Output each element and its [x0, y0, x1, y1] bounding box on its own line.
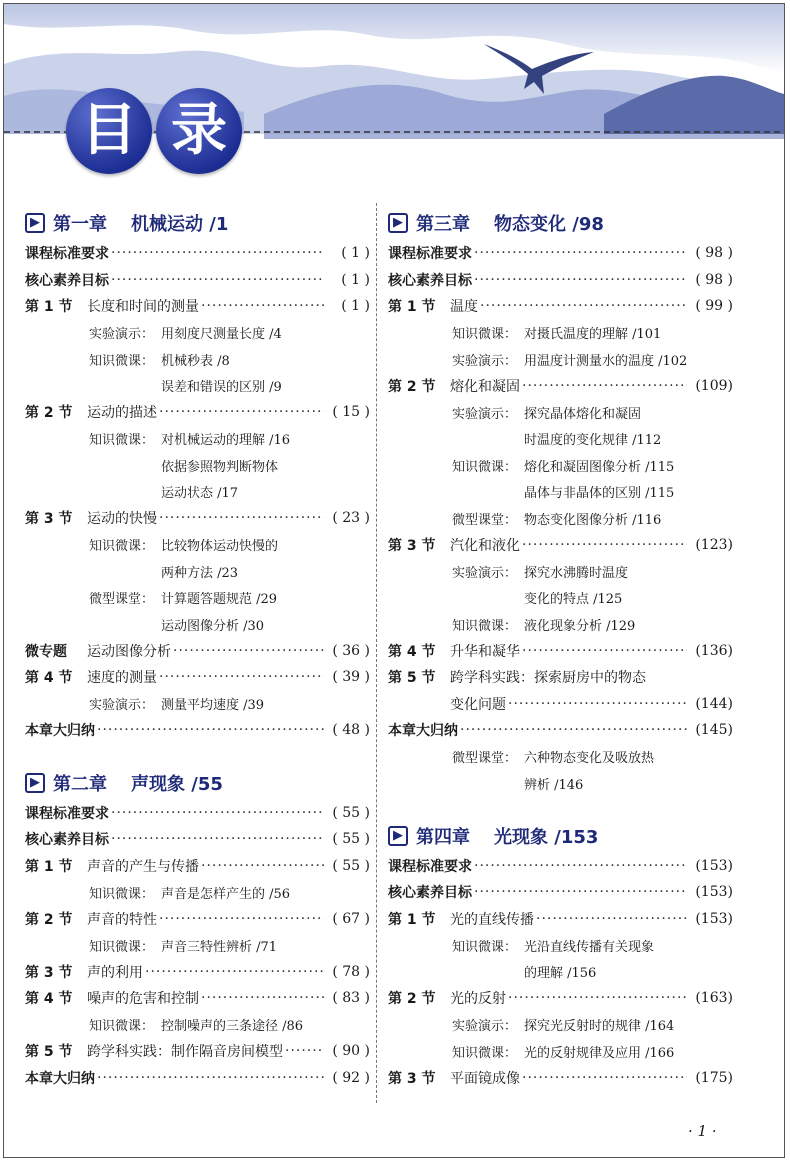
entry-label: 核心素养目标 — [25, 832, 109, 849]
sub-entry[interactable] — [388, 452, 733, 479]
play-icon: ▶ — [25, 773, 45, 793]
sub-entry[interactable] — [25, 585, 370, 612]
section-page: (123) — [695, 536, 733, 553]
sub-label: 实验演示： — [452, 353, 518, 369]
section-entry[interactable] — [25, 638, 370, 665]
section-number: 第 1 节 — [25, 299, 73, 316]
chapter-title: 声现象 /55 — [131, 773, 223, 795]
sub-entry[interactable] — [388, 505, 733, 532]
entry-page: (153) — [695, 884, 733, 901]
leader-dots — [522, 643, 687, 659]
entry-page: ( 1 ) — [341, 271, 370, 288]
section-entry[interactable] — [25, 906, 370, 933]
section-title: 跨学科实践：制作隔音房间模型 — [87, 1044, 283, 1061]
sub-text: 声音三特性辨析 /71 — [161, 939, 278, 955]
toc-entry[interactable] — [25, 267, 370, 294]
sub-text: 运动状态 /17 — [161, 486, 239, 502]
sub-entry[interactable] — [388, 558, 733, 585]
leader-dots — [173, 643, 324, 659]
section-entry[interactable] — [25, 985, 370, 1012]
entry-page: (153) — [695, 857, 733, 874]
leader-dots — [111, 272, 324, 288]
section-number: 第 3 节 — [388, 1070, 436, 1087]
section-number: 第 1 节 — [388, 911, 436, 928]
section-page: (163) — [695, 990, 733, 1007]
leader-dots — [97, 1070, 324, 1086]
sub-text: 两种方法 /23 — [161, 565, 239, 581]
leader-dots — [159, 404, 324, 420]
leader-dots — [111, 831, 324, 847]
section-entry[interactable] — [25, 505, 370, 532]
chapter-number: 第三章 — [416, 214, 470, 235]
sub-text: 六种物态变化及吸放热 — [524, 751, 655, 767]
chapter-title: 机械运动 /1 — [131, 214, 229, 235]
leader-dots — [111, 805, 324, 821]
section-number: 第 2 节 — [25, 405, 73, 422]
section-page: (153) — [695, 910, 733, 927]
sub-entry[interactable] — [388, 959, 733, 986]
leader-dots — [508, 696, 687, 712]
sub-entry[interactable] — [25, 452, 370, 479]
sub-text: 测量平均速度 /39 — [161, 698, 265, 714]
entry-label: 课程标准要求 — [388, 858, 472, 875]
toc-entry[interactable] — [25, 240, 370, 267]
sub-entry[interactable] — [388, 479, 733, 506]
sub-text: 探究晶体熔化和凝固 — [524, 406, 642, 422]
sub-label: 实验演示： — [452, 406, 518, 422]
sub-text: 依据参照物判断物体 — [161, 459, 279, 475]
sub-text: 晶体与非晶体的区别 /115 — [524, 486, 675, 502]
sub-label: 实验演示： — [89, 327, 155, 343]
section-entry[interactable] — [388, 293, 733, 320]
chapter-title: 光现象 /153 — [494, 826, 599, 848]
entry-label: 课程标准要求 — [25, 246, 109, 263]
sub-text: 对机械运动的理解 /16 — [161, 433, 291, 449]
leader-dots — [159, 911, 324, 927]
section-number: 第 3 节 — [25, 511, 73, 528]
toc-entry[interactable] — [388, 853, 733, 880]
sub-text: 时温度的变化规律 /112 — [524, 433, 662, 449]
sub-entry[interactable] — [25, 320, 370, 347]
sub-entry[interactable] — [388, 399, 733, 426]
sub-label: 知识微课： — [452, 939, 518, 955]
leader-dots — [159, 510, 324, 526]
sub-label: 知识微课： — [89, 1019, 155, 1035]
section-title: 熔化和凝固 — [450, 378, 520, 395]
section-number: 第 2 节 — [388, 991, 436, 1008]
section-page: ( 36 ) — [332, 642, 370, 659]
toc-entry[interactable] — [388, 267, 733, 294]
entry-page: ( 98 ) — [695, 271, 733, 288]
leader-dots — [201, 858, 324, 874]
section-page: ( 83 ) — [332, 990, 370, 1007]
sub-text: 对摄氏温度的理解 /101 — [524, 327, 662, 343]
section-number: 第 1 节 — [25, 858, 73, 875]
sub-label: 微型课堂： — [452, 751, 518, 767]
sub-entry[interactable] — [388, 932, 733, 959]
entry-label: 核心素养目标 — [388, 272, 472, 289]
toc-entry[interactable] — [388, 879, 733, 906]
toc-entry[interactable] — [388, 240, 733, 267]
sub-label: 知识微课： — [89, 539, 155, 555]
section-title: 变化问题 — [450, 696, 506, 713]
sub-label: 实验演示： — [89, 698, 155, 714]
section-page: (109) — [695, 377, 733, 394]
section-title: 噪声的危害和控制 — [87, 991, 199, 1008]
section-title: 声的利用 — [87, 964, 143, 981]
sub-text: 运动图像分析 /30 — [161, 618, 265, 634]
section-number: 第 2 节 — [25, 911, 73, 928]
section-page: ( 15 ) — [332, 404, 370, 421]
summary-label: 本章大归纳 — [25, 723, 95, 740]
section-entry[interactable] — [388, 532, 733, 559]
summary-label: 本章大归纳 — [25, 1070, 95, 1087]
leader-dots — [522, 537, 687, 553]
sub-entry[interactable] — [388, 611, 733, 638]
leader-dots — [474, 858, 687, 874]
entry-page: ( 55 ) — [332, 804, 370, 821]
entry-page: ( 98 ) — [695, 245, 733, 262]
section-number: 第 3 节 — [388, 537, 436, 554]
leader-dots — [474, 884, 687, 900]
section-page: ( 1 ) — [341, 298, 370, 315]
section-title: 运动的快慢 — [87, 511, 157, 528]
sub-entry[interactable] — [25, 1012, 370, 1039]
chapter-heading[interactable] — [25, 766, 370, 800]
section-page: ( 23 ) — [332, 510, 370, 527]
sub-text: 探究光反射时的规律 /164 — [524, 1019, 675, 1035]
leader-dots — [97, 722, 324, 738]
sub-entry[interactable] — [388, 320, 733, 347]
section-title: 光的反射 — [450, 991, 506, 1008]
section-title: 速度的测量 — [87, 670, 157, 687]
sub-entry[interactable] — [25, 879, 370, 906]
toc-column-right — [388, 206, 733, 1091]
leader-dots — [480, 298, 687, 314]
summary-label: 本章大归纳 — [388, 723, 458, 740]
toc-entry[interactable] — [25, 800, 370, 827]
column-divider — [376, 203, 377, 1103]
entry-label: 核心素养目标 — [25, 272, 109, 289]
section-number: 第 2 节 — [388, 378, 436, 395]
section-entry[interactable] — [388, 638, 733, 665]
sub-text: 用温度计测量水的温度 /102 — [524, 353, 688, 369]
section-entry-continued[interactable] — [388, 691, 733, 718]
section-number: 第 1 节 — [388, 299, 436, 316]
entry-label: 课程标准要求 — [388, 246, 472, 263]
section-page: ( 55 ) — [332, 857, 370, 874]
leader-dots — [145, 964, 324, 980]
sub-text: 变化的特点 /125 — [524, 592, 623, 608]
leader-dots — [474, 245, 687, 261]
leader-dots — [522, 1070, 687, 1086]
section-entry[interactable] — [388, 373, 733, 400]
page-title — [66, 88, 256, 188]
sub-text: 比较物体运动快慢的 — [161, 539, 279, 555]
sub-text: 探究水沸腾时温度 — [524, 565, 629, 581]
section-entry[interactable] — [388, 906, 733, 933]
page-number: · 1 · — [688, 1122, 717, 1140]
leader-dots — [508, 990, 687, 1006]
sub-entry[interactable] — [388, 770, 733, 797]
section-title: 运动图像分析 — [87, 643, 171, 660]
entry-page: ( 1 ) — [341, 245, 370, 262]
play-icon: ▶ — [25, 213, 45, 233]
sub-entry[interactable] — [25, 346, 370, 373]
chapter-number: 第一章 — [53, 214, 107, 235]
sub-label: 知识微课： — [452, 459, 518, 475]
section-entry[interactable] — [25, 664, 370, 691]
sub-label: 实验演示： — [452, 1019, 518, 1035]
chapter-number: 第四章 — [416, 826, 470, 848]
section-title: 汽化和液化 — [450, 537, 520, 554]
sub-label: 实验演示： — [452, 565, 518, 581]
sub-label: 微型课堂： — [452, 512, 518, 528]
sub-text: 光的反射规律及应用 /166 — [524, 1045, 675, 1061]
sub-entry[interactable] — [388, 1038, 733, 1065]
section-title: 声音的特性 — [87, 911, 157, 928]
sub-label: 知识微课： — [89, 939, 155, 955]
section-entry[interactable] — [388, 985, 733, 1012]
sub-entry[interactable] — [25, 932, 370, 959]
leader-dots — [201, 990, 324, 1006]
section-number: 第 4 节 — [388, 643, 436, 660]
sub-entry[interactable] — [25, 558, 370, 585]
summary-page: ( 92 ) — [332, 1069, 370, 1086]
chapter-heading[interactable] — [388, 206, 733, 240]
section-page: (136) — [695, 642, 733, 659]
sub-entry[interactable] — [25, 691, 370, 718]
section-number: 第 4 节 — [25, 991, 73, 1008]
section-title: 长度和时间的测量 — [87, 299, 199, 316]
sub-entry[interactable] — [388, 744, 733, 771]
sub-text: 辨析 /146 — [524, 777, 584, 793]
summary-page: (145) — [695, 722, 733, 739]
entry-label: 核心素养目标 — [388, 885, 472, 902]
section-entry[interactable] — [25, 853, 370, 880]
toc-column-left — [25, 206, 370, 1091]
leader-dots — [536, 911, 687, 927]
chapter-number: 第二章 — [53, 773, 107, 795]
sub-text: 误差和错误的区别 /9 — [161, 380, 282, 396]
leader-dots — [285, 1043, 324, 1059]
sub-label: 知识微课： — [452, 618, 518, 634]
sub-label: 知识微课： — [89, 433, 155, 449]
section-number: 第 3 节 — [25, 964, 73, 981]
leader-dots — [474, 272, 687, 288]
sub-label: 知识微课： — [452, 1045, 518, 1061]
entry-label: 课程标准要求 — [25, 805, 109, 822]
sub-text: 机械秒表 /8 — [161, 353, 230, 369]
section-entry[interactable] — [25, 293, 370, 320]
section-title: 平面镜成像 — [450, 1070, 520, 1087]
section-page: ( 99 ) — [695, 298, 733, 315]
chapter-summary-entry[interactable] — [25, 1065, 370, 1092]
section-title: 温度 — [450, 299, 478, 316]
section-entry[interactable] — [388, 1065, 733, 1092]
section-page: ( 67 ) — [332, 910, 370, 927]
sub-label: 知识微课： — [452, 327, 518, 343]
sub-entry[interactable] — [388, 426, 733, 453]
section-title: 升华和凝华 — [450, 643, 520, 660]
section-entry[interactable] — [25, 1038, 370, 1065]
sub-text: 用刻度尺测量长度 /4 — [161, 327, 282, 343]
section-title: 声音的产生与传播 — [87, 858, 199, 875]
sub-label: 知识微课： — [89, 886, 155, 902]
sub-text: 的理解 /156 — [524, 966, 597, 982]
sub-label: 微型课堂： — [89, 592, 155, 608]
sub-entry[interactable] — [25, 532, 370, 559]
sub-entry[interactable] — [388, 346, 733, 373]
section-entry[interactable] — [388, 664, 733, 691]
section-title: 运动的描述 — [87, 405, 157, 422]
chapter-summary-entry[interactable] — [388, 717, 733, 744]
title-char-2: 录 — [156, 88, 242, 174]
section-number: 第 4 节 — [25, 670, 73, 687]
sub-entry[interactable] — [25, 426, 370, 453]
section-title: 跨学科实践：探索厨房中的物态 — [450, 670, 646, 687]
section-page: ( 90 ) — [332, 1043, 370, 1060]
chapter-heading[interactable] — [25, 206, 370, 240]
leader-dots — [201, 298, 324, 314]
toc-entry[interactable] — [25, 826, 370, 853]
play-icon: ▶ — [388, 826, 408, 846]
chapter-title: 物态变化 /98 — [494, 214, 604, 235]
sub-entry[interactable] — [25, 611, 370, 638]
entry-page: ( 55 ) — [332, 831, 370, 848]
sub-text: 声音是怎样产生的 /56 — [161, 886, 291, 902]
section-page: (175) — [695, 1069, 733, 1086]
chapter-summary-entry[interactable] — [25, 717, 370, 744]
leader-dots — [460, 722, 687, 738]
chapter-heading[interactable] — [388, 819, 733, 853]
sub-entry[interactable] — [25, 479, 370, 506]
sub-text: 熔化和凝固图像分析 /115 — [524, 459, 675, 475]
sub-entry[interactable] — [25, 373, 370, 400]
play-icon: ▶ — [388, 213, 408, 233]
title-char-1: 目 — [66, 88, 152, 174]
section-number: 第 5 节 — [25, 1044, 73, 1061]
leader-dots — [111, 245, 324, 261]
sub-text: 光沿直线传播有关现象 — [524, 939, 655, 955]
sub-text: 计算题答题规范 /29 — [161, 592, 278, 608]
section-number: 第 5 节 — [388, 670, 436, 687]
section-number: 微专题 — [25, 643, 67, 660]
sub-label: 知识微课： — [89, 353, 155, 369]
section-page: ( 39 ) — [332, 669, 370, 686]
sub-text: 液化现象分析 /129 — [524, 618, 636, 634]
leader-dots — [522, 378, 687, 394]
sub-entry[interactable] — [388, 585, 733, 612]
leader-dots — [159, 669, 324, 685]
sub-entry[interactable] — [388, 1012, 733, 1039]
sub-text: 控制噪声的三条途径 /86 — [161, 1019, 304, 1035]
section-entry[interactable] — [25, 399, 370, 426]
section-entry[interactable] — [25, 959, 370, 986]
section-page: ( 78 ) — [332, 963, 370, 980]
summary-page: ( 48 ) — [332, 722, 370, 739]
sub-text: 物态变化图像分析 /116 — [524, 512, 662, 528]
section-page: (144) — [695, 695, 733, 712]
section-title: 光的直线传播 — [450, 911, 534, 928]
